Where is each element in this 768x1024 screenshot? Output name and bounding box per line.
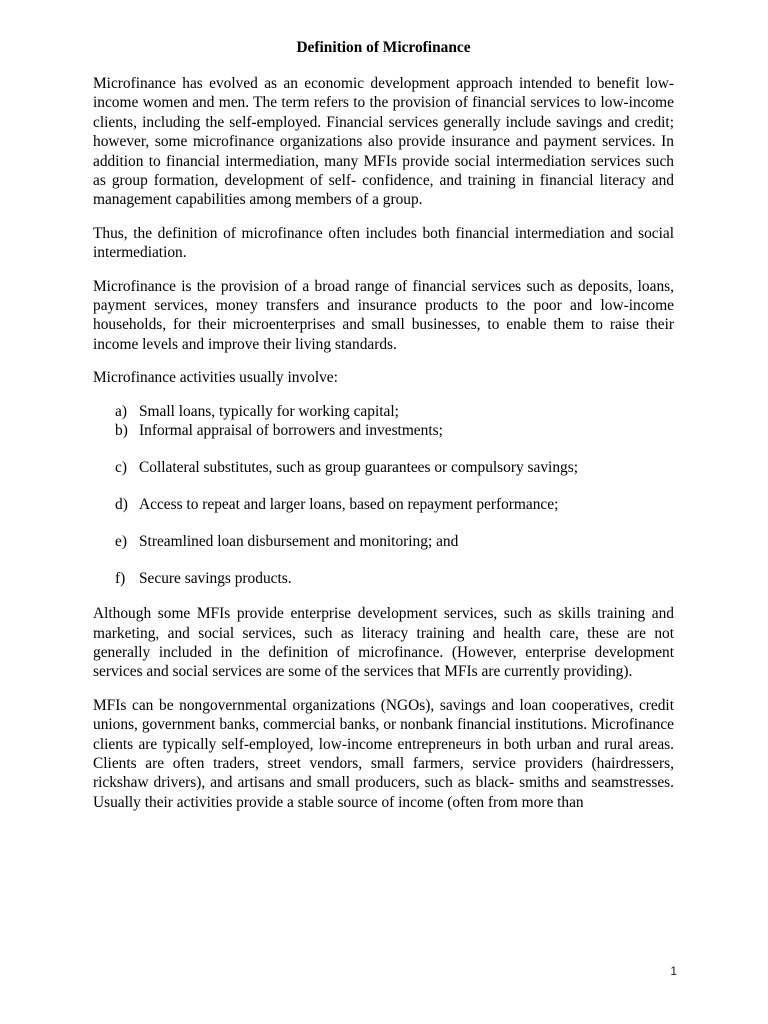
- list-item-text: Streamlined loan disbursement and monitoring; and: [139, 532, 459, 550]
- paragraph-provision: Microfinance is the provision of a broad range of financial services such as deposits, loans, payment services, money transfers and insurance products to the poor and low-income households, for their microenterprises and small businesses, to enable them to raise their income levels and improve their living standards.: [93, 277, 674, 353]
- paragraph-activities-intro: Microfinance activities usually involve:: [93, 369, 338, 387]
- list-marker: f): [115, 569, 126, 587]
- list-item: [93, 569, 674, 588]
- list-item-text: Collateral substitutes, such as group guarantees or compulsory savings;: [139, 459, 578, 476]
- paragraph-definition: Microfinance has evolved as an economic development approach intended to benefit low-income women and men. The term refers to the provision of financial services to low-income clients, including the self-employed. Financial services generally include savings and credit; however, some microfinance organizations also provide insurance and payment services. In addition to financial intermediation, many MFIs provide social intermediation services such as group formation, development of self- confidence, and training in financial literacy and management capabilities among members of a group.: [93, 75, 674, 209]
- document-title: Definition of Microfinance: [296, 39, 471, 56]
- paragraph-intermediation: Thus, the definition of microfinance often includes both financial intermediation and social intermediation.: [93, 224, 674, 262]
- list-marker: e): [115, 532, 127, 550]
- list-item-text: Secure savings products.: [139, 569, 292, 587]
- list-marker: c): [115, 459, 127, 476]
- list-item: [93, 421, 674, 440]
- list-marker: b): [115, 422, 128, 440]
- list-item-text: Informal appraisal of borrowers and investments;: [139, 422, 443, 440]
- list-marker: a): [115, 402, 127, 420]
- list-item-text: Small loans, typically for working capital;: [139, 402, 399, 420]
- list-item: [93, 495, 674, 514]
- activities-list: [93, 402, 674, 588]
- document-body: [93, 38, 674, 826]
- list-item-text: Access to repeat and larger loans, based on repayment performance;: [139, 495, 559, 513]
- page-number: 1: [670, 964, 677, 978]
- activities-list-wrapper: [93, 402, 674, 588]
- paragraph-mfi-types: MFIs can be nongovernmental organizations (NGOs), savings and loan cooperatives, credit unions, government banks, commercial banks, or nonbank financial institutions. Microfinance clients are typically self-employed, low-income entrepreneurs in both urban and rural areas. Clients are often traders, street vendors, small farmers, service providers (hairdressers, rickshaw drivers), and artisans and small producers, such as black- smiths and seamstresses. Usually their activities provide a stable source of income (often from more than: [93, 696, 674, 811]
- list-item: [93, 458, 674, 477]
- paragraph-enterprise-services: Although some MFIs provide enterprise development services, such as skills training and marketing, and social services, such as literacy training and health care, these are not generally included in the definition of microfinance. (However, enterprise development services and social services are some of the services that MFIs are currently providing).: [93, 605, 674, 681]
- list-item: [93, 532, 674, 551]
- list-marker: d): [115, 495, 128, 513]
- list-item: [93, 402, 674, 421]
